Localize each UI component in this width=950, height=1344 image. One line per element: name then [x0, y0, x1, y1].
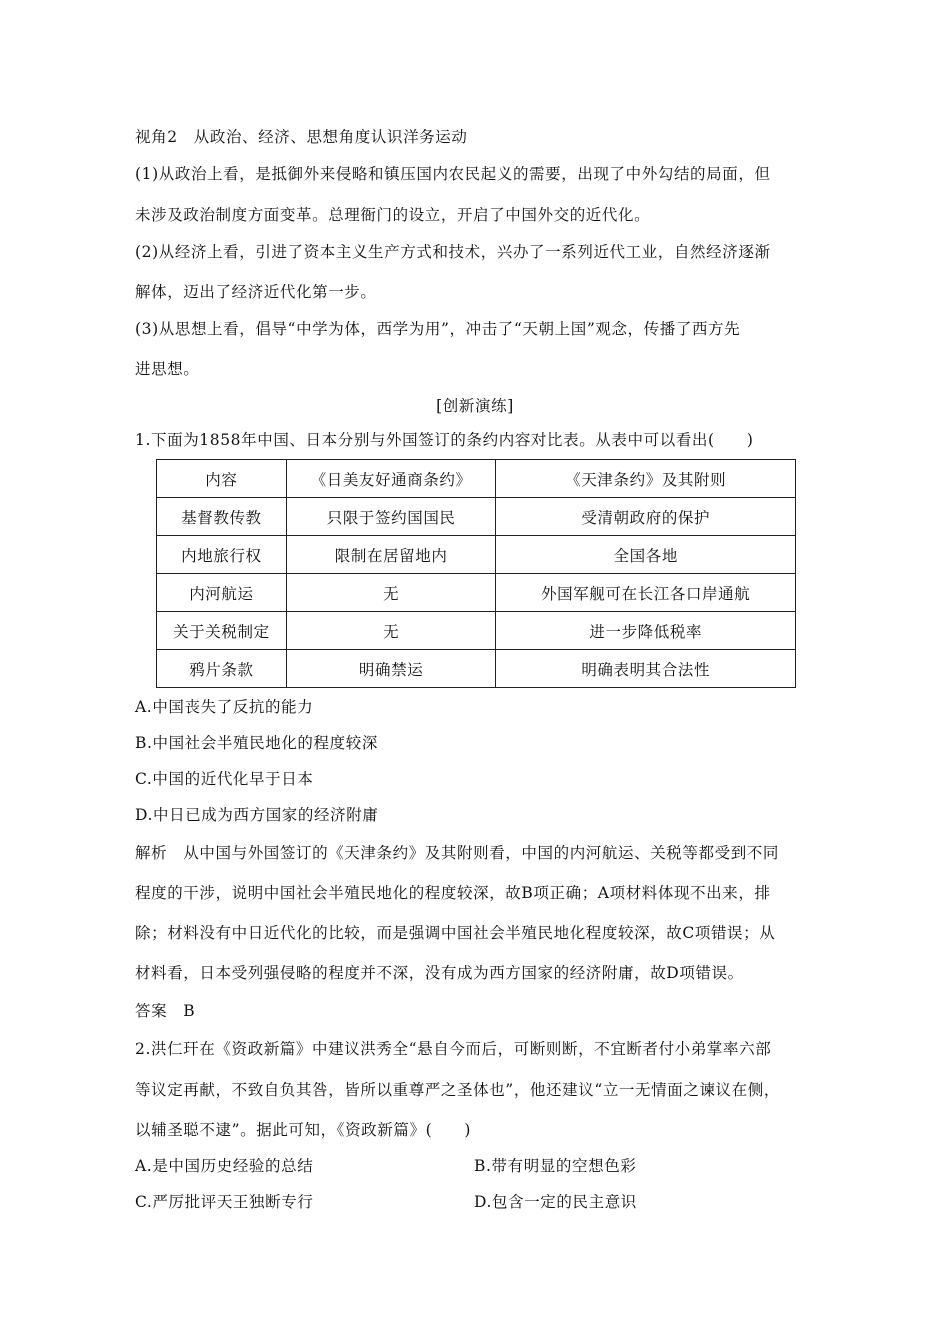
question-1-option-b: B.中国社会半殖民地化的程度较深	[135, 734, 378, 752]
question-2-stem-line-2: 等议定再献，不致自负其咎，皆所以重尊严之圣体也”，他还建议“立一无情面之谏议在侧，	[135, 1081, 780, 1099]
question-2-stem-line-1: 2.洪仁玕在《资政新篇》中建议洪秀全“悬自今而后，可断则断，不宜断者付小弟掌率六部	[135, 1040, 772, 1058]
table-row	[157, 612, 796, 650]
table-row	[157, 574, 796, 612]
analysis-line-3: 除；材料没有中日近代化的比较，而是强调中国社会半殖民地化程度较深，故C项错误；从	[135, 924, 776, 942]
paragraph-2-line-1: (2)从经济上看，引进了资本主义生产方式和技术，兴办了一系列近代工业，自然经济逐渐	[135, 243, 771, 261]
analysis-line-2: 程度的干涉，说明中国社会半殖民地化的程度较深，故B项正确；A项材料体现不出来，排	[135, 884, 771, 902]
table-cell: 明确表明其合法性	[496, 650, 796, 688]
table-cell: 鸦片条款	[157, 650, 287, 688]
table-header-row	[157, 460, 796, 498]
question-2-option-c: C.严厉批评天王独断专行	[135, 1193, 314, 1211]
table-cell: 明确禁运	[286, 650, 496, 688]
section-heading: 视角2 从政治、经济、思想角度认识洋务运动	[135, 128, 468, 146]
question-2-option-d: D.包含一定的民主意识	[474, 1193, 637, 1211]
table-cell: 内河航运	[157, 574, 287, 612]
treaty-comparison-table	[156, 459, 796, 688]
paragraph-3-line-2: 进思想。	[135, 360, 200, 378]
paragraph-3-line-1: (3)从思想上看，倡导“中学为体，西学为用”，冲击了“天朝上国”观念，传播了西方先	[135, 320, 741, 338]
question-2-option-a: A.是中国历史经验的总结	[135, 1157, 314, 1175]
table-cell: 内地旅行权	[157, 536, 287, 574]
table-row	[157, 498, 796, 536]
table-header-cell: 内容	[157, 460, 287, 498]
table-cell: 进一步降低税率	[496, 612, 796, 650]
question-1-option-c: C.中国的近代化早于日本	[135, 770, 314, 788]
table-cell: 关于关税制定	[157, 612, 287, 650]
analysis-line-4: 材料看，日本受列强侵略的程度并不深，没有成为西方国家的经济附庸，故D项错误。	[135, 964, 744, 982]
table-row	[157, 650, 796, 688]
table-cell: 基督教传教	[157, 498, 287, 536]
table-cell: 限制在居留地内	[286, 536, 496, 574]
practice-title: [创新演练]	[436, 397, 514, 415]
table-header-cell: 《日美友好通商条约》	[286, 460, 496, 498]
question-2-option-b: B.带有明显的空想色彩	[474, 1157, 637, 1175]
paragraph-2-line-2: 解体，迈出了经济近代化第一步。	[135, 283, 377, 301]
question-1-option-d: D.中日已成为西方国家的经济附庸	[135, 806, 379, 824]
table-header-cell: 《天津条约》及其附则	[496, 460, 796, 498]
table-cell: 外国军舰可在长江各口岸通航	[496, 574, 796, 612]
table-cell: 无	[286, 574, 496, 612]
table-cell: 全国各地	[496, 536, 796, 574]
analysis-line-1: 解析 从中国与外国签订的《天津条约》及其附则看，中国的内河航运、关税等都受到不同	[135, 844, 780, 862]
paragraph-1-line-1: (1)从政治上看，是抵御外来侵略和镇压国内农民起义的需要，出现了中外勾结的局面，但	[135, 165, 771, 183]
question-1-stem: 1.下面为1858年中国、日本分别与外国签订的条约内容对比表。从表中可以看出( )	[135, 431, 754, 449]
answer-line: 答案 B	[135, 1002, 196, 1020]
table-cell: 无	[286, 612, 496, 650]
table-cell: 受清朝政府的保护	[496, 498, 796, 536]
question-2-stem-line-3: 以辅圣聪不逮”。据此可知，《资政新篇》( )	[135, 1121, 472, 1139]
question-1-option-a: A.中国丧失了反抗的能力	[135, 698, 314, 716]
table-row	[157, 536, 796, 574]
paragraph-1-line-2: 未涉及政治制度方面变革。总理衙门的设立，开启了中国外交的近代化。	[135, 206, 651, 224]
table-cell: 只限于签约国国民	[286, 498, 496, 536]
